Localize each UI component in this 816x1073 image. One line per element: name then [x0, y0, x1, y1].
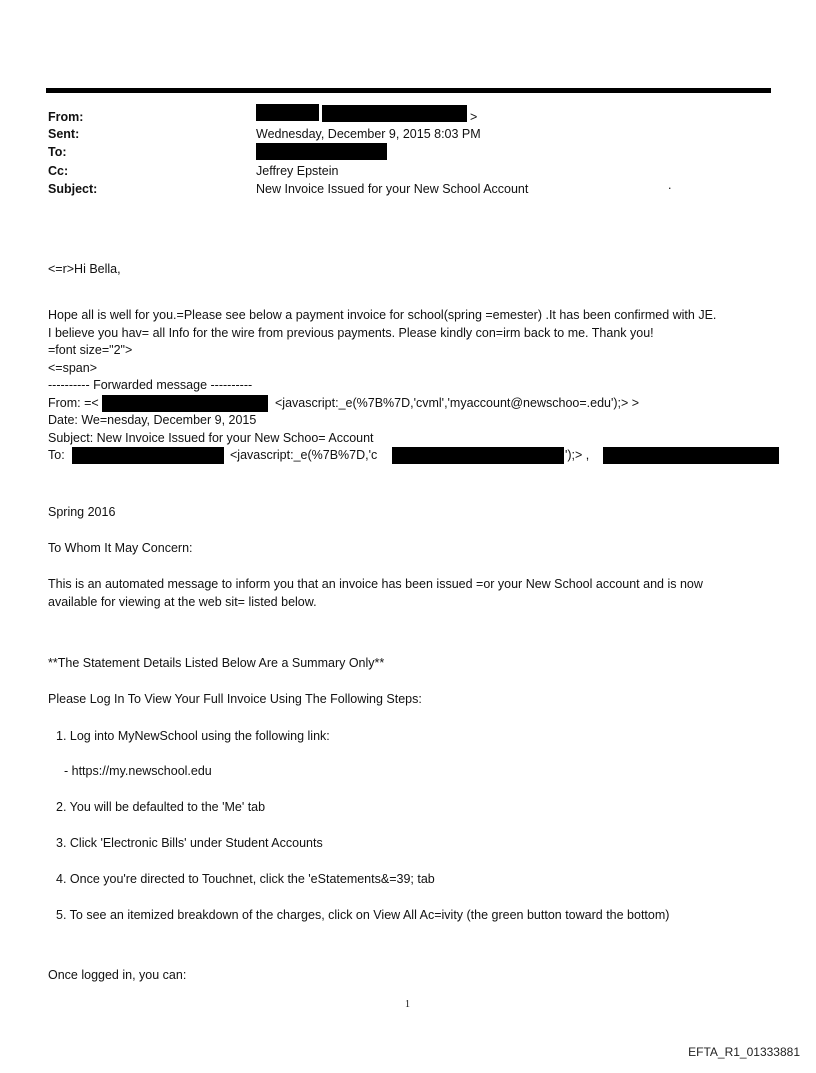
closing: Once logged in, you can:	[48, 968, 187, 982]
sent-label: Sent:	[48, 127, 80, 141]
stray-mark: .	[668, 178, 672, 192]
greeting: <=r>Hi Bella,	[48, 262, 121, 276]
body-line: I believe you hav= all Info for the wire from previous payments. Please kindly con=irm back to me. Thank you!	[48, 326, 654, 340]
subject-value: New Invoice Issued for your New School Account	[256, 182, 529, 196]
redaction	[256, 104, 319, 121]
fwd-from-suffix: <javascript:_e(%7B%7D,'cvml','myaccount@newschoo=.edu');> >	[275, 396, 640, 410]
salutation: To Whom It May Concern:	[48, 541, 193, 555]
redaction	[392, 447, 564, 464]
cc-value: Jeffrey Epstein	[256, 164, 339, 178]
step-item: 5. To see an itemized breakdown of the charges, click on View All Ac=ivity (the green button toward the bottom)	[56, 908, 670, 922]
body-line: Hope all is well for you.=Please see below a payment invoice for school(spring =emester) .It has been confirmed with JE.	[48, 308, 717, 322]
paragraph-line: available for viewing at the web sit= listed below.	[48, 595, 317, 609]
redaction	[102, 395, 268, 412]
header-rule	[46, 88, 771, 93]
fwd-to-mid: <javascript:_e(%7B%7D,'c	[230, 448, 378, 462]
step-item: 4. Once you're directed to Touchnet, click the 'eStatements&=39; tab	[56, 872, 435, 886]
sent-value: Wednesday, December 9, 2015 8:03 PM	[256, 127, 481, 141]
cc-label: Cc:	[48, 164, 69, 178]
to-label: To:	[48, 145, 67, 159]
subject-label: Subject:	[48, 182, 98, 196]
summary-note: **The Statement Details Listed Below Are a Summary Only**	[48, 656, 385, 670]
redaction	[72, 447, 224, 464]
fwd-to-end: ');> ,	[565, 448, 590, 462]
step-item: 1. Log into MyNewSchool using the following link:	[56, 729, 330, 743]
redaction	[603, 447, 779, 464]
from-suffix: >	[470, 110, 478, 124]
fwd-to-prefix: To:	[48, 448, 65, 462]
step-link[interactable]: - https://my.newschool.edu	[64, 764, 212, 778]
steps-intro: Please Log In To View Your Full Invoice Using The Following Steps:	[48, 692, 422, 706]
document-id: EFTA_R1_01333881	[688, 1045, 800, 1059]
redaction	[256, 143, 387, 160]
page-number: 1	[405, 999, 410, 1010]
from-label: From:	[48, 110, 84, 124]
step-item: 3. Click 'Electronic Bills' under Student Accounts	[56, 836, 323, 850]
fwd-subject: Subject: New Invoice Issued for your New Schoo= Account	[48, 431, 374, 445]
body-line: =font size="2">	[48, 343, 133, 357]
term: Spring 2016	[48, 505, 116, 519]
redaction	[322, 105, 467, 122]
body-line: <=span>	[48, 361, 98, 375]
fwd-from-prefix: From: =<	[48, 396, 99, 410]
step-item: 2. You will be defaulted to the 'Me' tab	[56, 800, 266, 814]
forwarded-header: ---------- Forwarded message ----------	[48, 378, 253, 392]
paragraph-line: This is an automated message to inform you that an invoice has been issued =or your New School account and is now	[48, 577, 703, 591]
fwd-date: Date: We=nesday, December 9, 2015	[48, 413, 257, 427]
